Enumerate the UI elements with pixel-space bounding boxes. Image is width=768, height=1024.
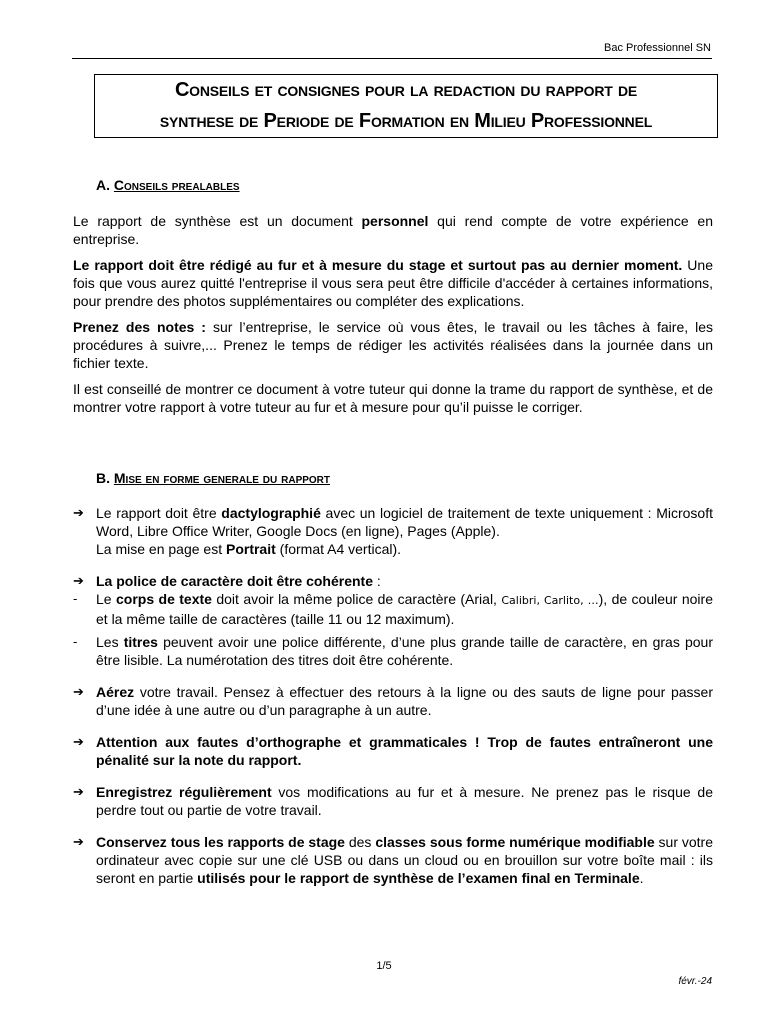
dash-marker: - (73, 634, 78, 649)
arrow-icon: ➔ (73, 734, 84, 749)
d1-etc: , … (580, 594, 599, 607)
p3-bold: Prenez des notes : (73, 319, 206, 335)
b6-text-b: des (344, 834, 376, 850)
paragraph-3 (73, 318, 713, 372)
b6-bold-e: utilisés pour le rapport de synthèse de l’examen final en Terminale (197, 870, 640, 886)
p1-text-c: qui rend compte de votre expérience en entreprise. (73, 213, 713, 247)
title-line-2: synthese de Periode de Formation en Milieu Professionnel (159, 110, 653, 132)
arrow-icon: ➔ (73, 573, 84, 588)
p1-bold: personnel (361, 213, 429, 229)
b1-bold: dactylographié (221, 505, 321, 521)
paragraph-1 (73, 212, 713, 248)
b5-bold: Enregistrez régulièrement (96, 784, 272, 800)
d1-comma: , (536, 594, 544, 607)
arrow-icon: ➔ (73, 834, 84, 849)
arrow-icon: ➔ (73, 505, 84, 520)
d1-bold: corps de texte (115, 591, 212, 607)
b6-text-d: sur votre ordinateur avec copie sur une clé USB ou dans un cloud ou en brouillon sur votre boîte mail : ils seront en partie (96, 834, 713, 886)
b3-text: votre travail. Pensez à effectuer des retours à la ligne ou des sauts de ligne pour passer d’une idée à une autre ou d’un paragraphe à un autre. (96, 684, 713, 718)
d2-text-a: Les (96, 634, 124, 650)
b2-bold: La police de caractère doit être cohérente (96, 573, 373, 589)
section-b-letter: B. (96, 470, 110, 486)
b1-text-f: (format A4 vertical). (275, 541, 402, 557)
b1-bold-portrait: Portrait (225, 541, 276, 557)
b6-bold-c: classes sous forme numérique modifiable (375, 834, 655, 850)
d2-bold: titres (123, 634, 158, 650)
b4-bold: Attention aux fautes d’orthographe et grammaticales ! Trop de fautes entraîneront une pénalité sur la note du rapport. (96, 734, 713, 768)
dash-item-titles (73, 633, 713, 669)
paragraph-2 (73, 256, 713, 310)
d1-text-a: Le (96, 591, 116, 607)
bullet-keep-reports (73, 833, 713, 887)
section-a-heading (96, 177, 240, 193)
section-b-heading (96, 470, 330, 486)
section-b-title: Mise en forme generale du rapport (113, 470, 331, 486)
d1-text-d: ), de couleur noire et la même taille de caractères (taille 11 ou 12 maximum). (96, 591, 713, 627)
b1-text-d: La mise en page est (96, 541, 226, 557)
paragraph-4: Il est conseillé de montrer ce document à votre tuteur qui donne la trame du rapport de synthèse, et de montrer votre rapport à votre tuteur au fur et à mesure pour qu’il puisse le corriger. (73, 381, 713, 415)
dash-item-body-text (73, 590, 713, 628)
bullet-typing (73, 504, 713, 558)
bullet-spelling (73, 733, 713, 769)
bullet-font (73, 572, 713, 590)
d2-text-c: peuvent avoir une police différente, d’une plus grande taille de caractère, en gras pour être lisible. La numérotation des titres doit être cohérente. (96, 634, 713, 668)
header-label: Bac Professionnel SN (604, 42, 711, 54)
b6-text-f: . (639, 870, 644, 886)
d1-font-carlito: Carlito (543, 594, 581, 607)
footer-date: févr.-24 (678, 976, 712, 987)
p2-text: Une fois que vous aurez quitté l'entreprise il vous sera peut être difficile d'accéder à certaines informations, pour prendre des photos supplémentaires ou compléter des explications. (73, 257, 713, 309)
p1-text-a: Le rapport de synthèse est un document (73, 213, 362, 229)
title-box (94, 74, 718, 138)
section-a-title: Conseils prealables (113, 177, 240, 193)
bullet-spacing (73, 683, 713, 719)
section-a-body (73, 212, 713, 424)
b1-text-c: avec un logiciel de traitement de texte uniquement : Microsoft Word, Libre Office Writer, Google Docs (en ligne), Pages (Apple). (96, 505, 714, 539)
arrow-icon: ➔ (73, 684, 84, 699)
title-line-1: Conseils et consignes pour la redaction du rapport de (174, 79, 638, 101)
d1-font-calibri: Calibri (501, 594, 537, 607)
bullet-save (73, 783, 713, 819)
b1-text-a: Le rapport doit être (96, 505, 222, 521)
b2-text: : (373, 573, 381, 589)
b5-text: vos modifications au fur et à mesure. Ne prenez pas le risque de perdre tout ou partie de votre travail. (96, 784, 713, 818)
section-b-list (73, 504, 713, 887)
b6-bold-a: Conservez tous les rapports de stage (96, 834, 345, 850)
header-rule (72, 58, 712, 59)
arrow-icon: ➔ (73, 784, 84, 799)
page-number: 1/5 (376, 960, 392, 972)
dash-marker: - (73, 591, 78, 606)
b3-bold: Aérez (96, 684, 135, 700)
d1-text-c: doit avoir la même police de caractère (Arial, (211, 591, 502, 607)
p2-bold: Le rapport doit être rédigé au fur et à mesure du stage et surtout pas au dernier moment. (73, 257, 683, 273)
section-a-letter: A. (96, 177, 110, 193)
p3-text: sur l’entreprise, le service où vous êtes, le travail ou les tâches à faire, les procédures à suivre,... Prenez le temps de rédiger les activités réalisées dans la journée dans un fichier texte. (73, 319, 713, 371)
